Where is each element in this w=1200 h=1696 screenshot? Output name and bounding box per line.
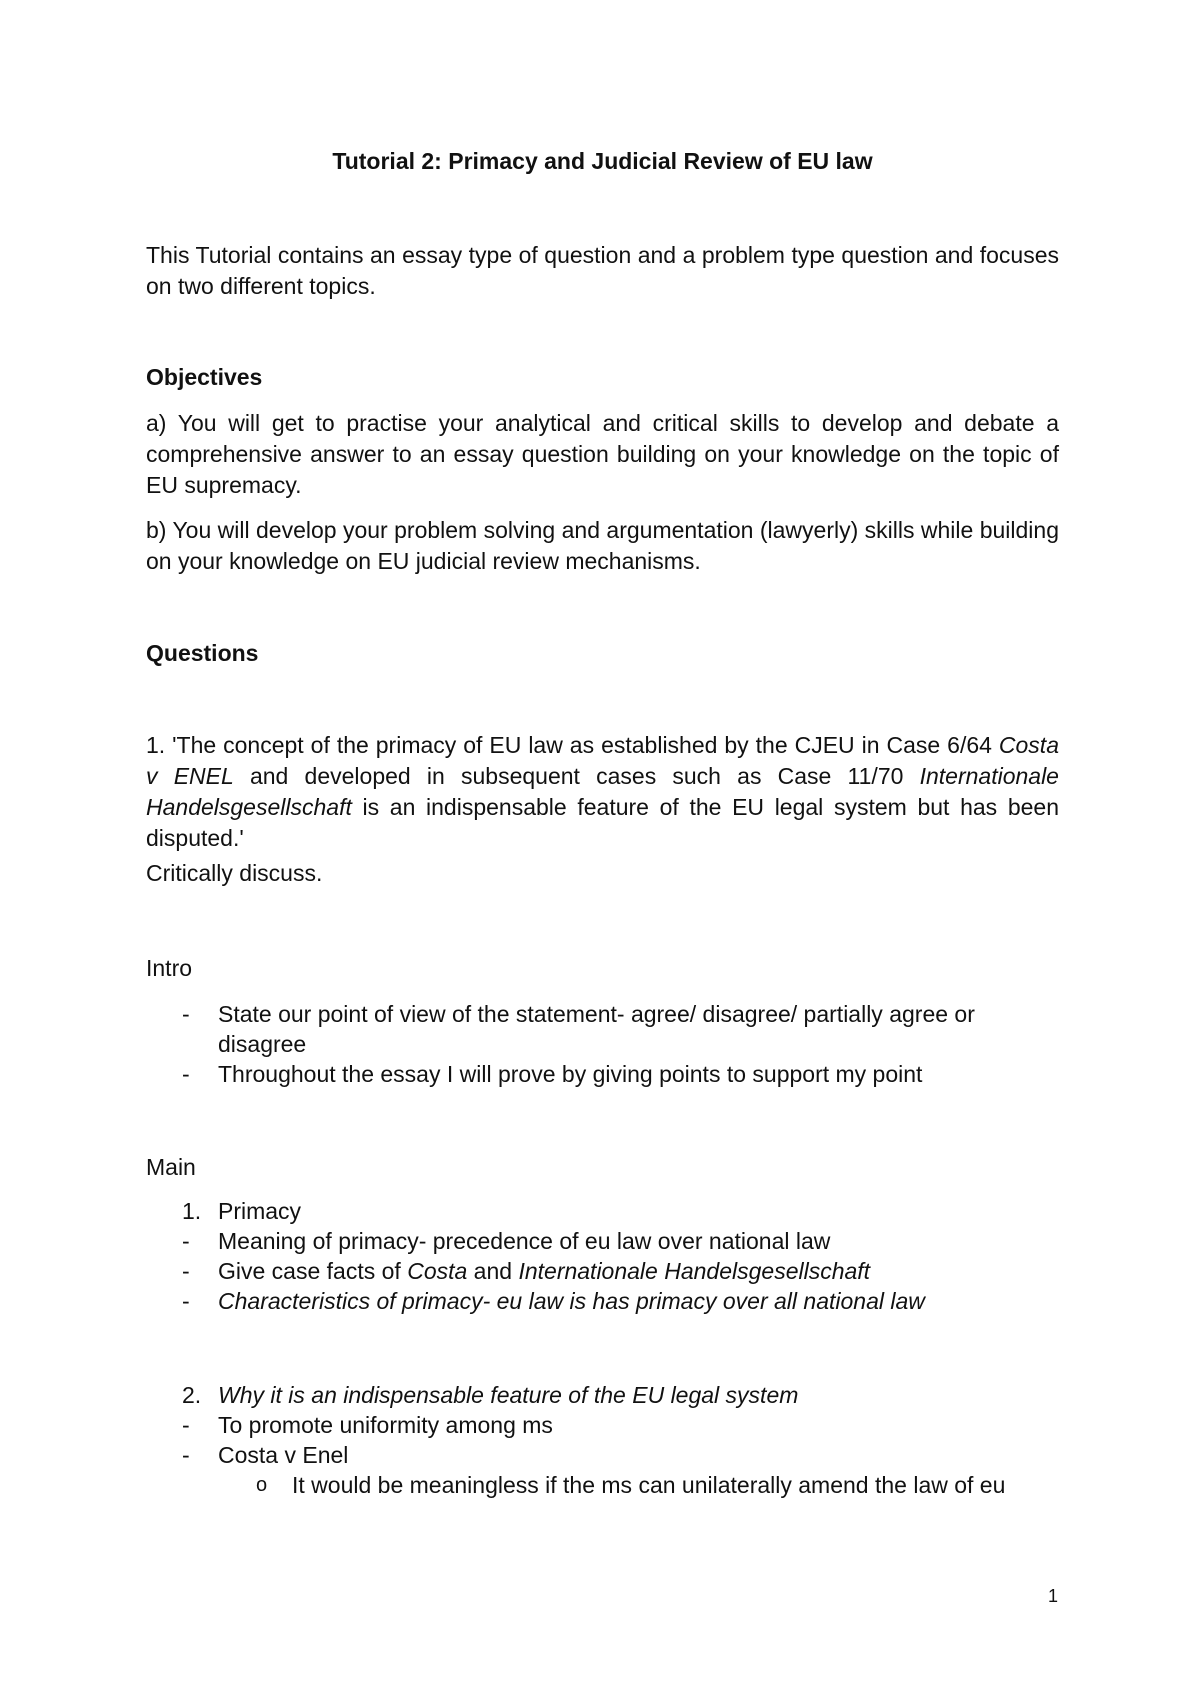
dash-bullet: - xyxy=(182,1001,190,1027)
main-item-2-bullet: To promote uniformity among ms xyxy=(218,1412,553,1438)
main-item-2-sub-bullet: It would be meaningless if the ms can unilaterally amend the law of eu xyxy=(292,1472,1006,1498)
main-item-1-bullet: Meaning of primacy- precedence of eu law over national law xyxy=(218,1228,831,1254)
page-number: 1 xyxy=(1047,1586,1058,1606)
dash-bullet: - xyxy=(182,1258,190,1284)
dash-bullet: - xyxy=(182,1288,190,1314)
case-name-internationale: Internationale Handelsgesellschaft xyxy=(146,763,1059,820)
list-number: 1. xyxy=(182,1198,202,1224)
document-title: Tutorial 2: Primacy and Judicial Review of EU law xyxy=(332,148,873,174)
dash-bullet: - xyxy=(182,1412,190,1438)
dash-bullet: - xyxy=(182,1061,190,1087)
list-number: 2. xyxy=(182,1382,202,1408)
question-1 xyxy=(146,730,1059,854)
bullet-text: Give case facts of xyxy=(218,1258,408,1284)
objective-b: b) You will develop your problem solving and argumentation (lawyerly) skills while building on your knowledge on EU judicial review mechanisms. xyxy=(146,517,1059,574)
intro-bullet-1: State our point of view of the statement- agree/ disagree/ partially agree or disagree xyxy=(218,1001,975,1057)
main-item-1-bullet: Characteristics of primacy- eu law is has primacy over all national law xyxy=(218,1288,925,1314)
main-item-1: Primacy xyxy=(218,1198,302,1224)
main-item-1-bullet xyxy=(218,1256,1038,1286)
case-name-costa: Costa v ENEL xyxy=(146,732,1059,789)
intro-paragraph: This Tutorial contains an essay type of question and a problem type question and focuses on two different topics. xyxy=(146,242,1059,299)
intro-label: Intro xyxy=(146,955,193,981)
list-item xyxy=(146,999,1059,1059)
main-item-2: Why it is an indispensable feature of the EU legal system xyxy=(218,1382,799,1408)
case-name-costa: Costa xyxy=(407,1258,468,1284)
question-1-text: 1. 'The concept of the primacy of EU law as established by the CJEU in Case 6/64 xyxy=(146,732,999,758)
questions-heading: Questions xyxy=(146,640,259,666)
objectives-heading: Objectives xyxy=(146,364,263,390)
bullet-text: and xyxy=(467,1258,519,1284)
question-1-text: is an indispensable feature of the EU legal system but has been disputed.' xyxy=(146,794,1059,851)
objective-a: a) You will get to practise your analytical and critical skills to develop and debate a comprehensive answer to an essay question building on your knowledge on the topic of EU supremacy. xyxy=(146,410,1059,498)
question-1-text: and developed in subsequent cases such as Case 11/70 xyxy=(233,763,920,789)
dash-bullet: - xyxy=(182,1228,190,1254)
main-item-2-bullet: Costa v Enel xyxy=(218,1442,349,1468)
circle-bullet: o xyxy=(256,1474,268,1496)
main-label: Main xyxy=(146,1154,196,1180)
dash-bullet: - xyxy=(182,1442,190,1468)
intro-bullet-2: Throughout the essay I will prove by giving points to support my point xyxy=(218,1061,923,1087)
case-name-internationale: Internationale Handelsgesellschaft xyxy=(518,1258,871,1284)
question-instruction: Critically discuss. xyxy=(146,860,323,886)
